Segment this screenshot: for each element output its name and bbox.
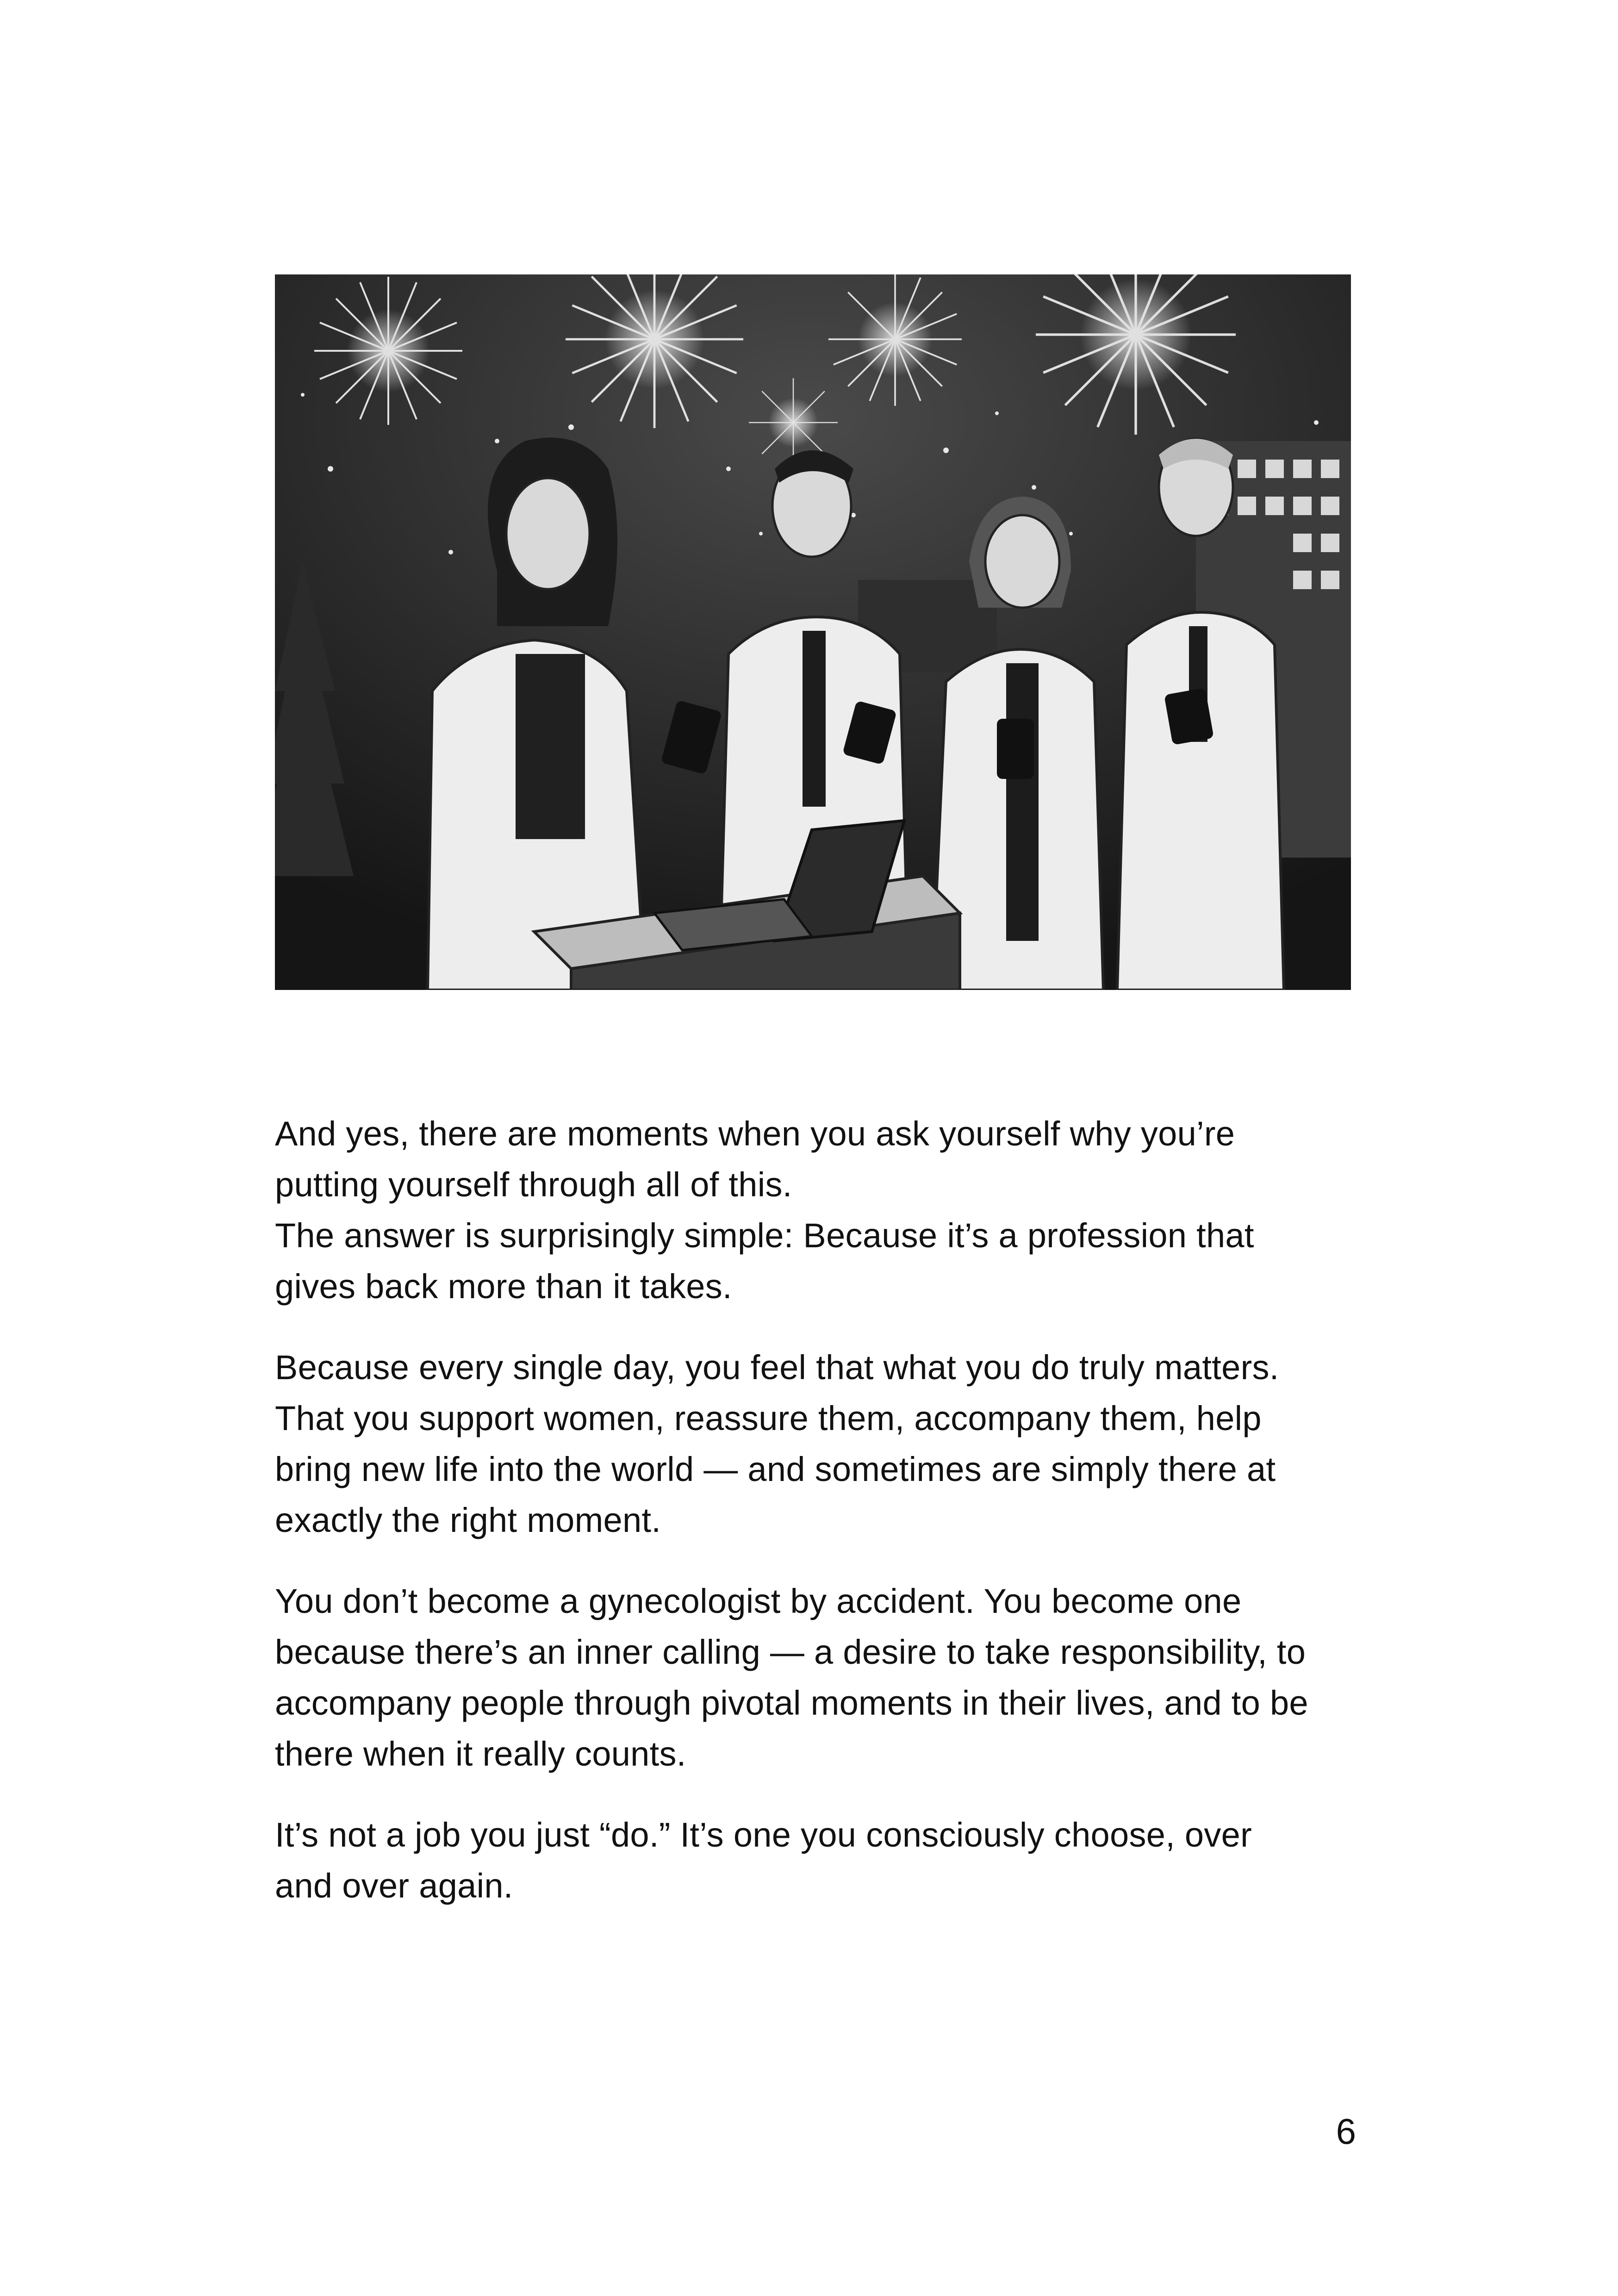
text-line: You don’t become a gynecologist by accident. You become one [275, 1582, 1242, 1620]
doctors-celebrating-fireworks-illustration-icon [275, 274, 1351, 990]
text-line: because there’s an inner calling — a desire to take responsibility, to [275, 1633, 1306, 1671]
body-text [275, 1108, 1376, 1941]
page-number: 6 [1336, 2111, 1356, 2152]
text-line: That you support women, reassure them, accompany them, help [275, 1399, 1262, 1437]
paragraph-1 [275, 1108, 1376, 1312]
text-line: gives back more than it takes. [275, 1267, 732, 1306]
paragraph-4 [275, 1810, 1376, 1911]
text-line: and over again. [275, 1867, 513, 1905]
text-line: accompany people through pivotal moments in their lives, and to be [275, 1684, 1308, 1722]
text-line: there when it really counts. [275, 1735, 686, 1773]
doctors-fireworks-illustration [275, 274, 1351, 990]
text-line: putting yourself through all of this. [275, 1165, 792, 1204]
paragraph-2 [275, 1342, 1376, 1546]
text-line: Because every single day, you feel that what you do truly matters. [275, 1348, 1279, 1387]
text-line: It’s not a job you just “do.” It’s one you consciously choose, over [275, 1816, 1252, 1854]
text-line: And yes, there are moments when you ask yourself why you’re [275, 1114, 1235, 1153]
paragraph-3 [275, 1576, 1376, 1780]
text-line: The answer is surprisingly simple: Because it’s a profession that [275, 1216, 1254, 1255]
text-line: exactly the right moment. [275, 1501, 661, 1539]
text-line: bring new life into the world — and sometimes are simply there at [275, 1450, 1276, 1488]
